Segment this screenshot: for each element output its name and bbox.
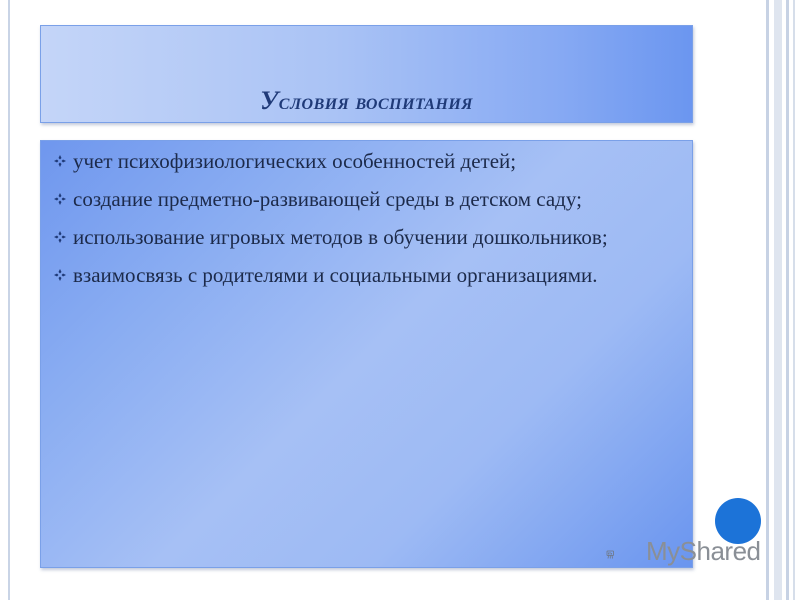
stripe [793, 0, 795, 600]
bullet-text: учет психофизиологических особенностей детей; [73, 149, 517, 173]
right-decorative-stripes [760, 0, 800, 600]
bullet-list [41, 147, 681, 299]
stripe [766, 0, 769, 600]
myshared-logo-icon [606, 532, 646, 576]
stripe [786, 0, 789, 600]
list-item [41, 185, 681, 213]
bullet-text: использование игровых методов в обучении дошкольников; [73, 225, 608, 249]
list-item [41, 223, 681, 251]
stripe [774, 0, 782, 600]
bullet-text: создание предметно-развивающей среды в детском саду; [73, 187, 582, 211]
title-box [40, 25, 693, 123]
slide-title [41, 86, 692, 116]
diamond-quad-bullet-icon [54, 193, 66, 205]
list-item [41, 147, 681, 175]
bullet-text: взаимосвязь с родителями и социальными организациями. [73, 263, 598, 287]
title-rest: словия воспитания [278, 89, 473, 114]
left-border-line [8, 0, 10, 600]
diamond-quad-bullet-icon [54, 155, 66, 167]
list-item [41, 261, 681, 289]
watermark-text[interactable]: MyShared [646, 536, 761, 566]
diamond-quad-bullet-icon [54, 269, 66, 281]
diamond-quad-bullet-icon [54, 231, 66, 243]
content-box [40, 140, 693, 568]
title-first-letter: У [260, 86, 279, 115]
